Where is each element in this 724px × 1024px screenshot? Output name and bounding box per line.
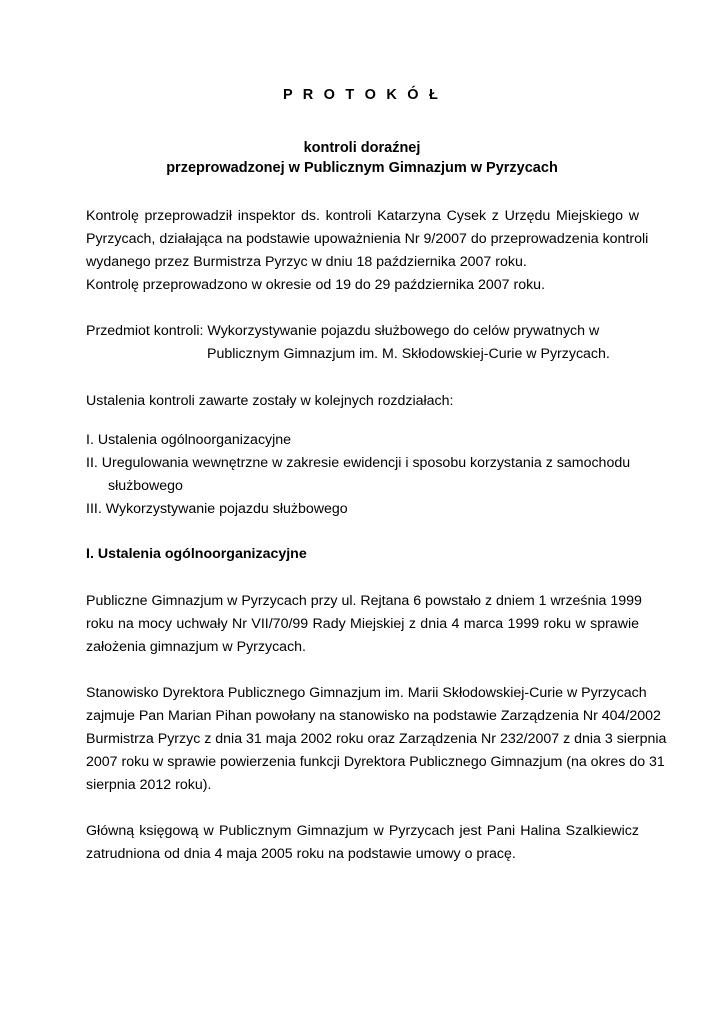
subject-line-1: Przedmiot kontroli: Wykorzystywanie pojazdu służbowego do celów prywatnych w — [86, 323, 600, 339]
section-1-para-2-line-4: 2007 roku w sprawie powierzenia funkcji Dyrektora Publicznego Gimnazjum (na okres do 31 — [86, 754, 665, 770]
section-1-para-1-line-1: Publiczne Gimnazjum w Pyrzycach przy ul. Rejtana 6 powstało z dniem 1 września 1999 — [86, 593, 642, 609]
intro-line-3: wydanego przez Burmistrza Pyrzyc w dniu 18 października 2007 roku. — [86, 254, 527, 270]
section-1-para-1-line-3: założenia gimnazjum w Pyrzycach. — [86, 639, 306, 655]
section-1-heading: I. Ustalenia ogólnoorganizacyjne — [86, 546, 307, 562]
intro-line-1: Kontrolę przeprowadził inspektor ds. kontroli Katarzyna Cysek z Urzędu Miejskiego w — [86, 208, 639, 224]
section-1-para-2-line-1: Stanowisko Dyrektora Publicznego Gimnazjum im. Marii Skłodowskiej-Curie w Pyrzycach — [86, 685, 647, 701]
section-1-para-2-line-2: zajmuje Pan Marian Pihan powołany na stanowisko na podstawie Zarządzenia Nr 404/2002 — [86, 708, 661, 724]
section-1-para-1-line-2: roku na mocy uchwały Nr VII/70/99 Rady Miejskiej z dnia 4 marca 1999 roku w sprawie — [86, 616, 639, 632]
chapter-item-1: I. Ustalenia ogólnoorganizacyjne — [86, 432, 292, 448]
chapter-item-3: III. Wykorzystywanie pojazdu służbowego — [86, 501, 348, 517]
document-title: P R O T O K Ó Ł — [282, 87, 442, 103]
section-1-para-2-line-5: sierpnia 2012 roku). — [86, 777, 212, 793]
intro-line-4: Kontrolę przeprowadzono w okresie od 19 do 29 października 2007 roku. — [86, 277, 546, 293]
intro-line-2: Pyrzycach, działająca na podstawie upoważnienia Nr 9/2007 do przeprowadzenia kontroli — [86, 231, 649, 247]
section-1-para-2-line-3: Burmistrza Pyrzyc z dnia 31 maja 2002 roku oraz Zarządzenia Nr 232/2007 z dnia 3 sierpnia — [86, 731, 667, 747]
chapter-item-2-line-1: II. Uregulowania wewnętrzne w zakresie ewidencji i sposobu korzystania z samochodu — [86, 455, 631, 471]
document-subtitle-line-2: przeprowadzonej w Publicznym Gimnazjum w Pyrzycach — [166, 160, 558, 176]
chapters-intro: Ustalenia kontroli zawarte zostały w kolejnych rozdziałach: — [86, 393, 454, 409]
section-1-para-3-line-1: Główną księgową w Publicznym Gimnazjum w Pyrzycach jest Pani Halina Szalkiewicz — [86, 823, 639, 839]
subject-line-2: Publicznym Gimnazjum im. M. Skłodowskiej-Curie w Pyrzycach. — [207, 346, 610, 362]
document-subtitle-line-1: kontroli doraźnej — [303, 140, 421, 156]
section-1-para-3-line-2: zatrudniona od dnia 4 maja 2005 roku na podstawie umowy o pracę. — [86, 846, 516, 862]
chapter-item-2-line-2: służbowego — [108, 478, 183, 494]
